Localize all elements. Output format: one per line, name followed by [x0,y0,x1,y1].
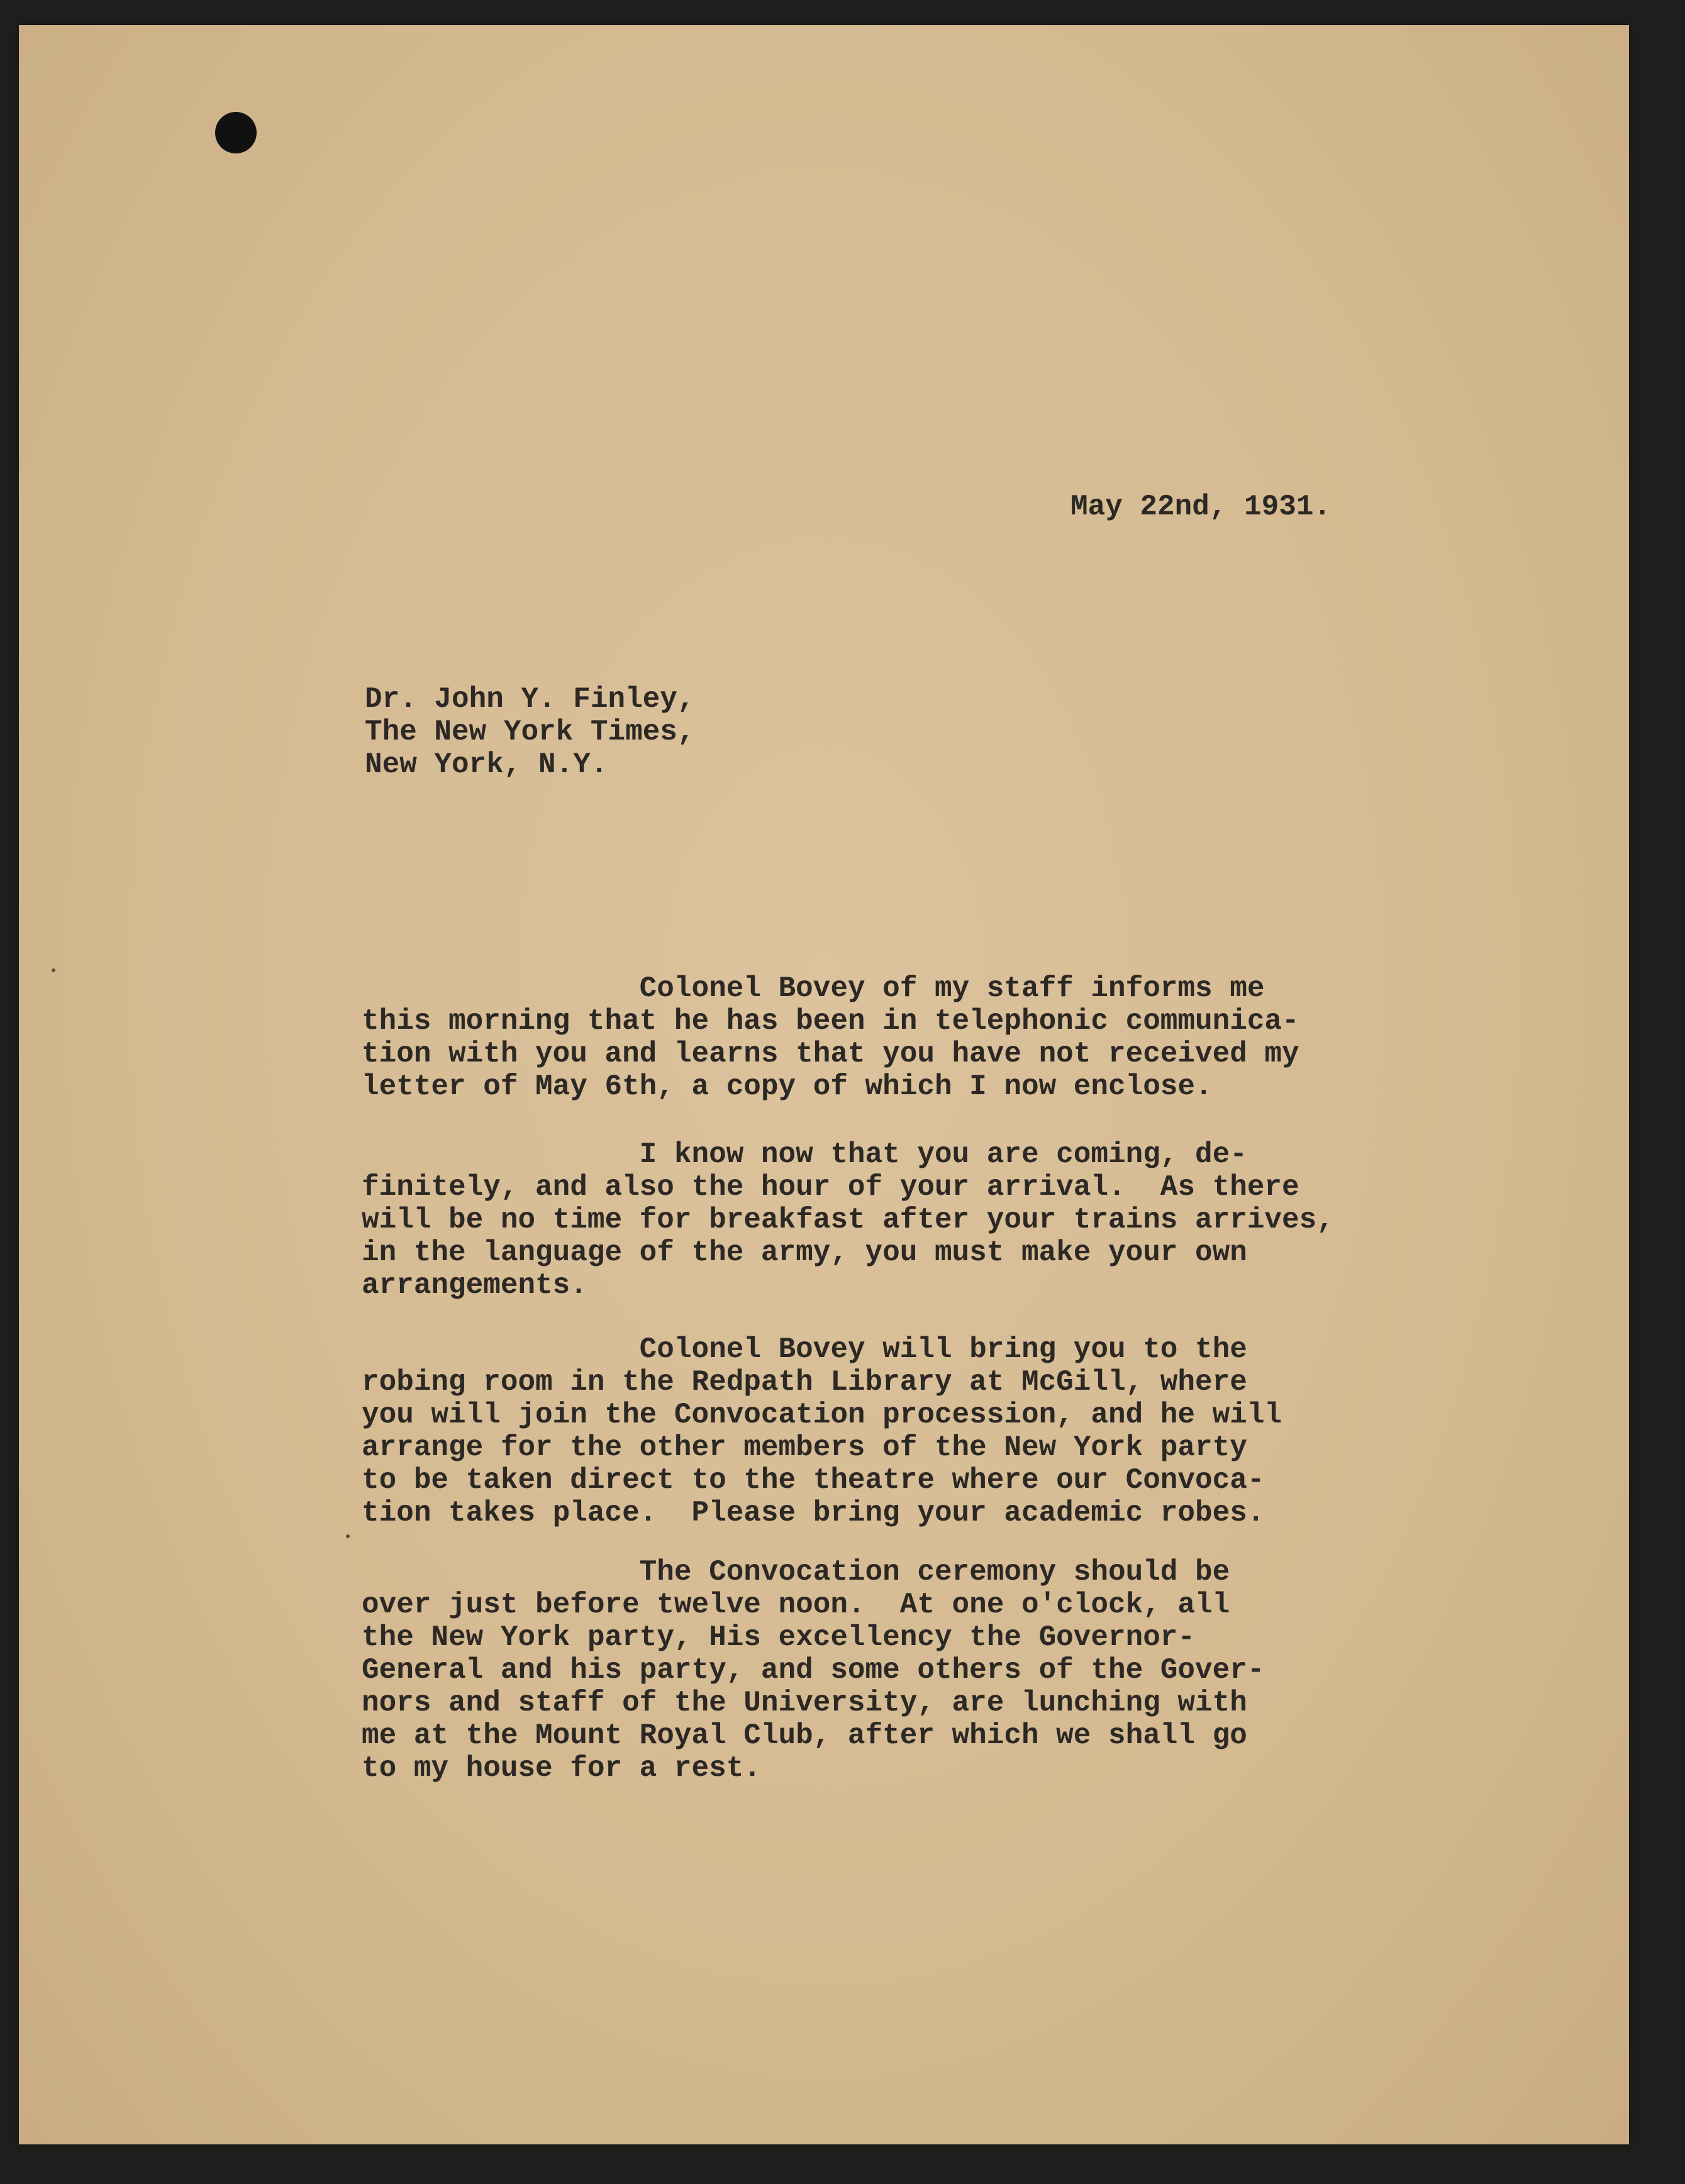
margin-mark [346,1534,350,1538]
body-paragraph: The Convocation ceremony should be over just before twelve noon. At one o'clock, all the New York party, His excellency the Governor- General and his party, and some others of the Gover- nors and staff of the University, are lunching with me at the Mount Royal Club, after which we shall go to my house for a rest. [362,1556,1265,1785]
body-paragraph: Colonel Bovey of my staff informs me this morning that he has been in telephonic communica- tion with you and learns that you have not received my letter of May 6th, a copy of which I now enclose. [362,972,1299,1103]
recipient-organization: The New York Times, [365,716,695,748]
letter-date: May 22nd, 1931. [1071,491,1332,523]
recipient-location: New York, N.Y. [365,748,608,781]
recipient-name: Dr. John Y. Finley, [365,683,695,716]
body-paragraph: I know now that you are coming, de- finitely, and also the hour of your arrival. As there will be no time for breakfast after your trains arrives, in the language of the army, you must make your own arrangements. [362,1138,1334,1302]
letter-page [19,25,1629,2144]
body-paragraph: Colonel Bovey will bring you to the robing room in the Redpath Library at McGill, where you will join the Convocation procession, and he will arrange for the other members of the New York party to be taken direct to the theatre where our Convoca- tion takes place. Please bring your academic robes. [362,1333,1282,1529]
margin-mark [52,968,55,972]
punch-hole [215,112,257,153]
